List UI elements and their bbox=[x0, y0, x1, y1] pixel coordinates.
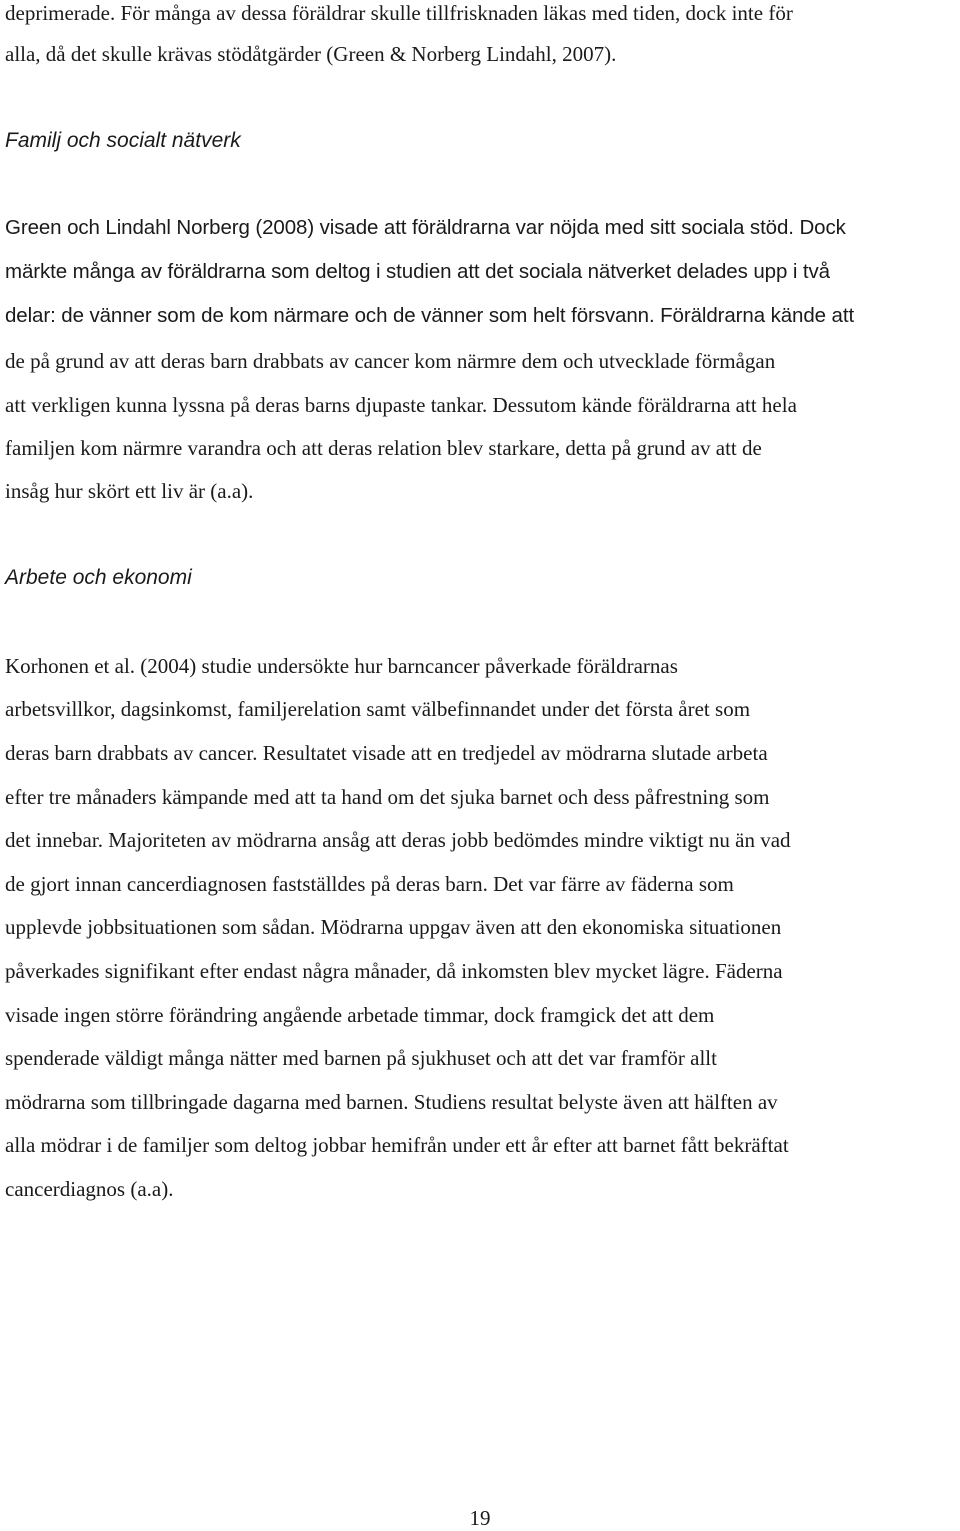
paragraph-line: upplevde jobbsituationen som sådan. Mödrarna uppgav även att den ekonomiska situationen bbox=[5, 915, 782, 939]
paragraph-line: alla, då det skulle krävas stödåtgärder (Green & Norberg Lindahl, 2007). bbox=[5, 42, 617, 66]
paragraph-line: deprimerade. För många av dessa föräldrar skulle tillfrisknaden läkas med tiden, dock inte för bbox=[5, 1, 793, 25]
paragraph-line: alla mödrar i de familjer som deltog jobbar hemifrån under ett år efter att barnet fått bekräftat bbox=[5, 1133, 789, 1157]
paragraph-line: märkte många av föräldrarna som deltog i studien att det sociala nätverket delades upp i två bbox=[5, 260, 830, 283]
paragraph-line: mödrarna som tillbringade dagarna med barnen. Studiens resultat belyste även att hälften av bbox=[5, 1090, 778, 1114]
paragraph-line: deras barn drabbats av cancer. Resultatet visade att en tredjedel av mödrarna slutade arbeta bbox=[5, 741, 768, 765]
paragraph-line: cancerdiagnos (a.a). bbox=[5, 1177, 174, 1201]
section-heading-arbete: Arbete och ekonomi bbox=[5, 566, 192, 589]
paragraph-line: efter tre månaders kämpande med att ta hand om det sjuka barnet och dess påfrestning som bbox=[5, 785, 770, 809]
paragraph-line: familjen kom närmre varandra och att deras relation blev starkare, detta på grund av att de bbox=[5, 436, 762, 460]
paragraph-line: Korhonen et al. (2004) studie undersökte hur barncancer påverkade föräldrarnas bbox=[5, 654, 678, 678]
paragraph-line: spenderade väldigt många nätter med barnen på sjukhuset och att det var framför allt bbox=[5, 1046, 717, 1070]
paragraph-line: de på grund av att deras barn drabbats av cancer kom närmre dem och utvecklade förmågan bbox=[5, 349, 776, 373]
paragraph-line: påverkades signifikant efter endast några månader, då inkomsten blev mycket lägre. Fäderna bbox=[5, 959, 783, 983]
paragraph-line: Green och Lindahl Norberg (2008) visade att föräldrarna var nöjda med sitt sociala stöd. Dock bbox=[5, 216, 846, 239]
paragraph-line: arbetsvillkor, dagsinkomst, familjerelation samt välbefinnandet under det första året som bbox=[5, 697, 751, 721]
paragraph-line: det innebar. Majoriteten av mödrarna ansåg att deras jobb bedömdes mindre viktigt nu än vad bbox=[5, 828, 791, 852]
document-page bbox=[5, 0, 955, 1531]
paragraph-line: visade ingen större förändring angående arbetade timmar, dock framgick det att dem bbox=[5, 1003, 715, 1027]
paragraph-line: insåg hur skört ett liv är (a.a). bbox=[5, 479, 254, 503]
section-heading-familj: Familj och socialt nätverk bbox=[5, 129, 241, 152]
paragraph-line: delar: de vänner som de kom närmare och de vänner som helt försvann. Föräldrarna kände att bbox=[5, 304, 855, 327]
paragraph-line: de gjort innan cancerdiagnosen fastställdes på deras barn. Det var färre av fäderna som bbox=[5, 872, 734, 896]
page-number: 19 bbox=[469, 1506, 491, 1530]
paragraph-line: att verkligen kunna lyssna på deras barns djupaste tankar. Dessutom kände föräldrarna att hela bbox=[5, 393, 797, 417]
